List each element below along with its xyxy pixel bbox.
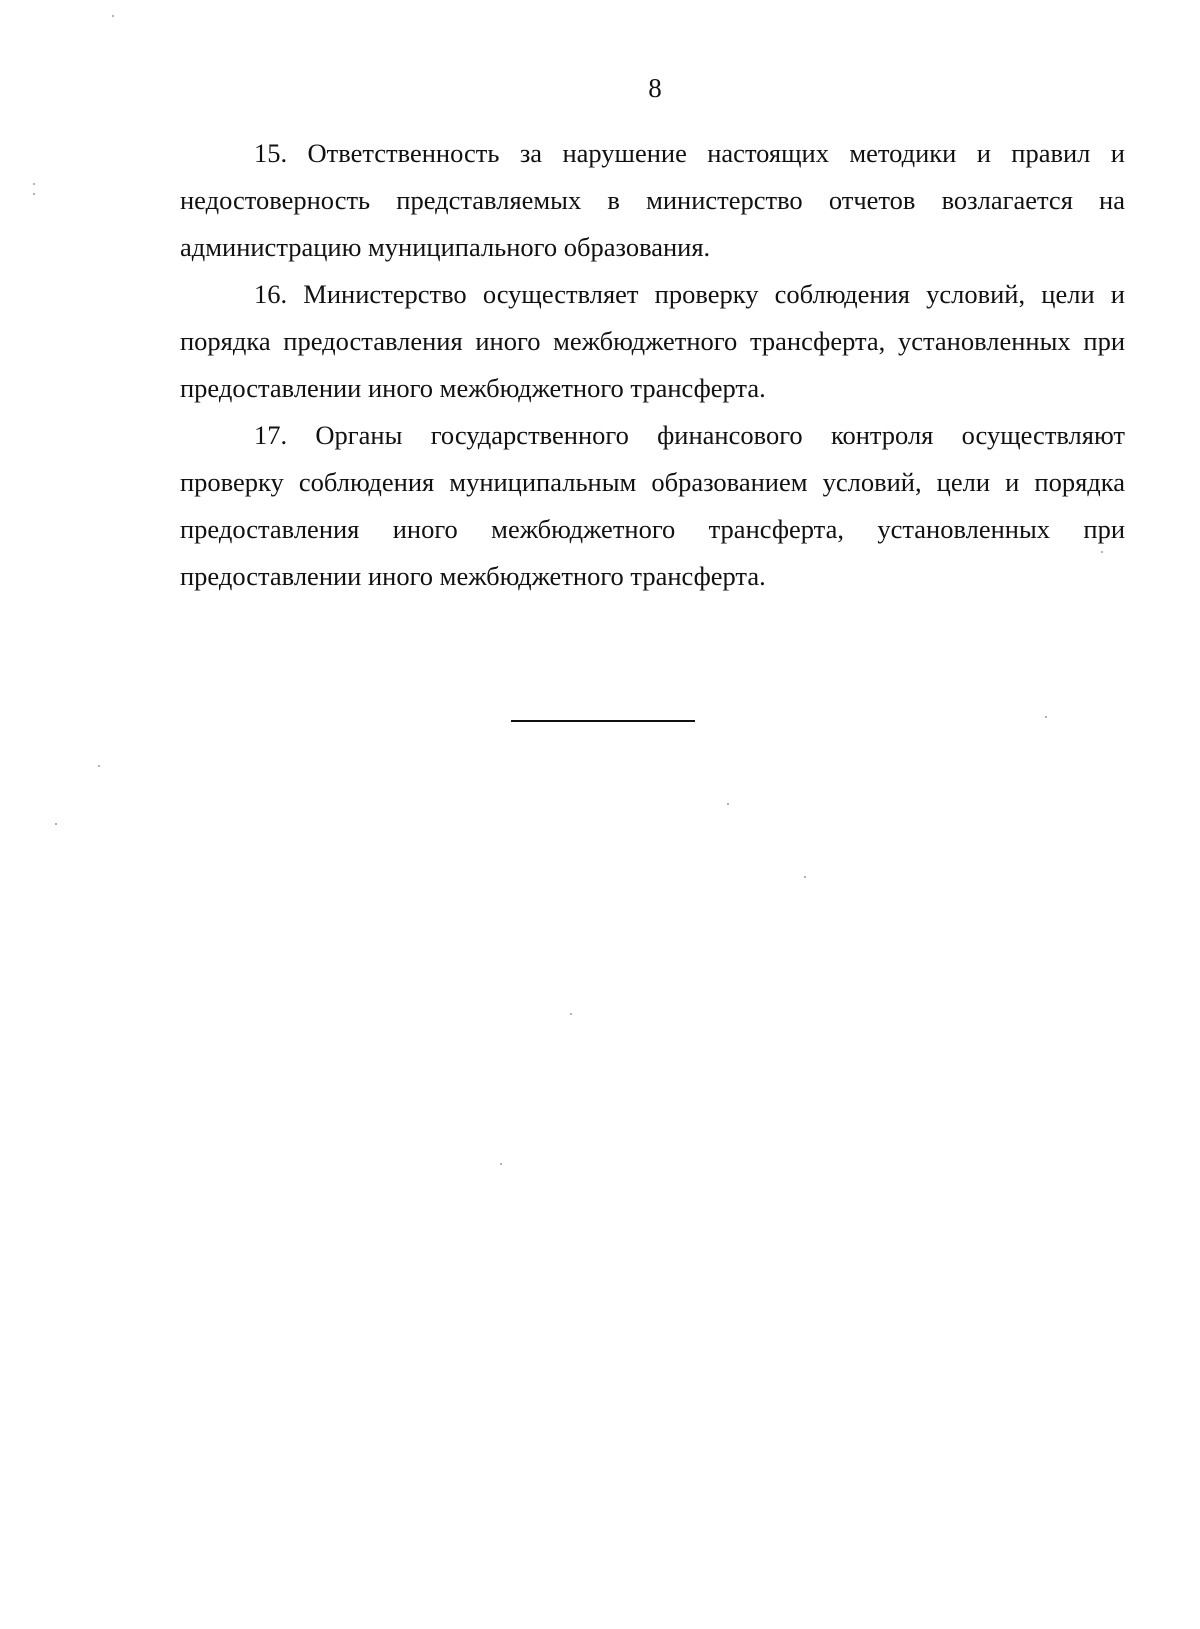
page-number: 8 bbox=[648, 73, 662, 103]
scan-speck bbox=[33, 183, 35, 185]
scan-speck bbox=[55, 823, 57, 825]
scan-speck bbox=[570, 1013, 572, 1015]
document-body bbox=[180, 130, 1125, 600]
scan-speck bbox=[33, 193, 35, 195]
scan-speck bbox=[727, 803, 729, 805]
scan-speck bbox=[804, 876, 806, 878]
scan-speck bbox=[112, 15, 114, 17]
paragraph-15: 15. Ответственность за нарушение настоящих методики и правил и недостоверность представляемых в министерство отчетов возлагается на администрацию муниципального образования. bbox=[180, 138, 1125, 262]
scan-speck bbox=[1045, 716, 1047, 718]
end-of-text-separator bbox=[511, 720, 695, 722]
scan-speck bbox=[500, 1163, 502, 1165]
scan-speck bbox=[1101, 551, 1103, 553]
paragraph-17: 17. Органы государственного финансового контроля осуществляют проверку соблюдения муниципальным образованием условий, цели и порядка предоставления иного межбюджетного трансферта, установленных при предоставлении иного межбюджетного трансферта. bbox=[180, 420, 1125, 591]
paragraph-16: 16. Министерство осуществляет проверку соблюдения условий, цели и порядка предоставления иного межбюджетного трансферта, установленных при предоставлении иного межбюджетного трансферта. bbox=[180, 279, 1125, 403]
scan-speck bbox=[98, 765, 100, 767]
